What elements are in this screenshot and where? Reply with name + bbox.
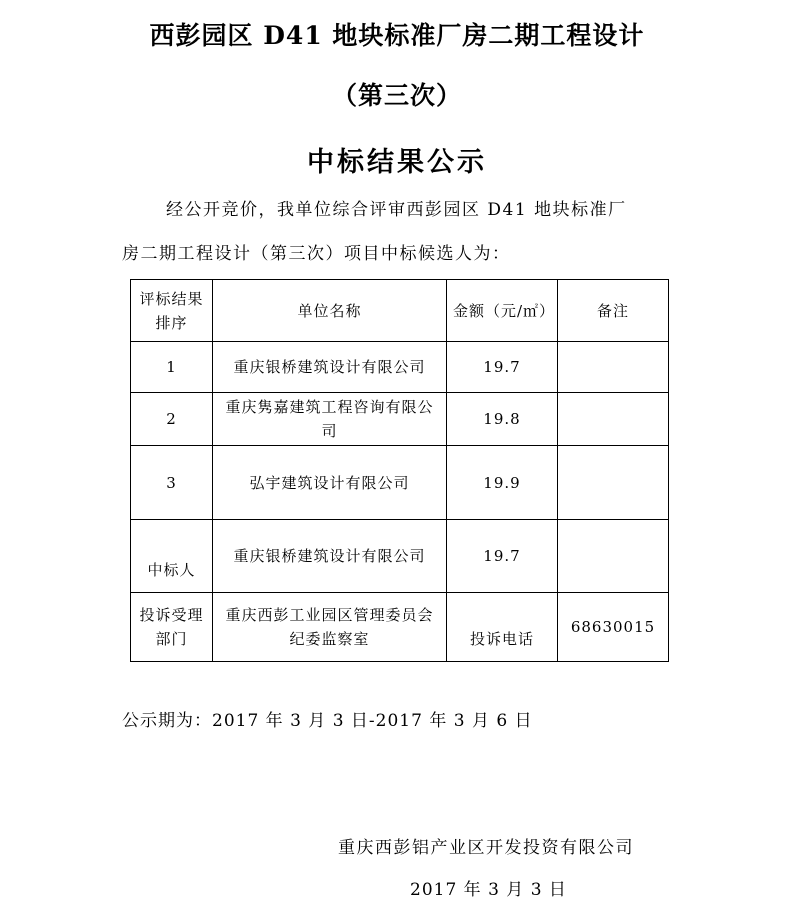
intro-paragraph (122, 188, 682, 276)
complaint-row (131, 593, 669, 662)
row-rank: 1 (131, 342, 213, 393)
row-amount: 19.8 (447, 393, 558, 446)
complaint-phone-label: 投诉电话 (447, 593, 558, 662)
document-title: 西彭园区 D41 地块标准厂房二期工程设计 (149, 21, 645, 50)
header-amount: 金额（元/㎡） (447, 280, 558, 342)
issue-date: 2017 年 3 月 3 日 (410, 880, 567, 900)
complaint-phone: 68630015 (558, 593, 669, 662)
header-company: 单位名称 (213, 280, 447, 342)
complaint-label: 投诉受理部门 (131, 593, 213, 662)
winner-note (558, 520, 669, 593)
table-row (131, 446, 669, 520)
issuer-name: 重庆西彭铝产业区开发投资有限公司 (338, 838, 634, 858)
row-company: 重庆银桥建筑设计有限公司 (213, 342, 447, 393)
publicity-period: 公示期为：2017 年 3 月 3 日-2017 年 3 月 6 日 (122, 711, 533, 731)
row-note (558, 446, 669, 520)
winner-company: 重庆银桥建筑设计有限公司 (213, 520, 447, 593)
winner-label: 中标人 (131, 520, 213, 593)
row-rank: 3 (131, 446, 213, 520)
document-subtitle: （第三次） (331, 81, 462, 110)
intro-line-1: 经公开竞价，我单位综合评审西彭园区 D41 地块标准厂 (166, 200, 627, 220)
row-note (558, 342, 669, 393)
header-rank: 评标结果排序 (131, 280, 213, 342)
table-row (131, 393, 669, 446)
row-rank: 2 (131, 393, 213, 446)
intro-line-2: 房二期工程设计（第三次）项目中标候选人为： (122, 244, 511, 264)
header-note: 备注 (558, 280, 669, 342)
row-amount: 19.9 (447, 446, 558, 520)
complaint-department: 重庆西彭工业园区管理委员会纪委监察室 (213, 593, 447, 662)
document-heading: 中标结果公示 (307, 147, 487, 178)
results-table (130, 279, 669, 662)
table-header-row (131, 280, 669, 342)
row-note (558, 393, 669, 446)
row-company: 重庆隽嘉建筑工程咨询有限公司 (213, 393, 447, 446)
row-amount: 19.7 (447, 342, 558, 393)
winner-row (131, 520, 669, 593)
winner-amount: 19.7 (447, 520, 558, 593)
row-company: 弘宇建筑设计有限公司 (213, 446, 447, 520)
table-row (131, 342, 669, 393)
